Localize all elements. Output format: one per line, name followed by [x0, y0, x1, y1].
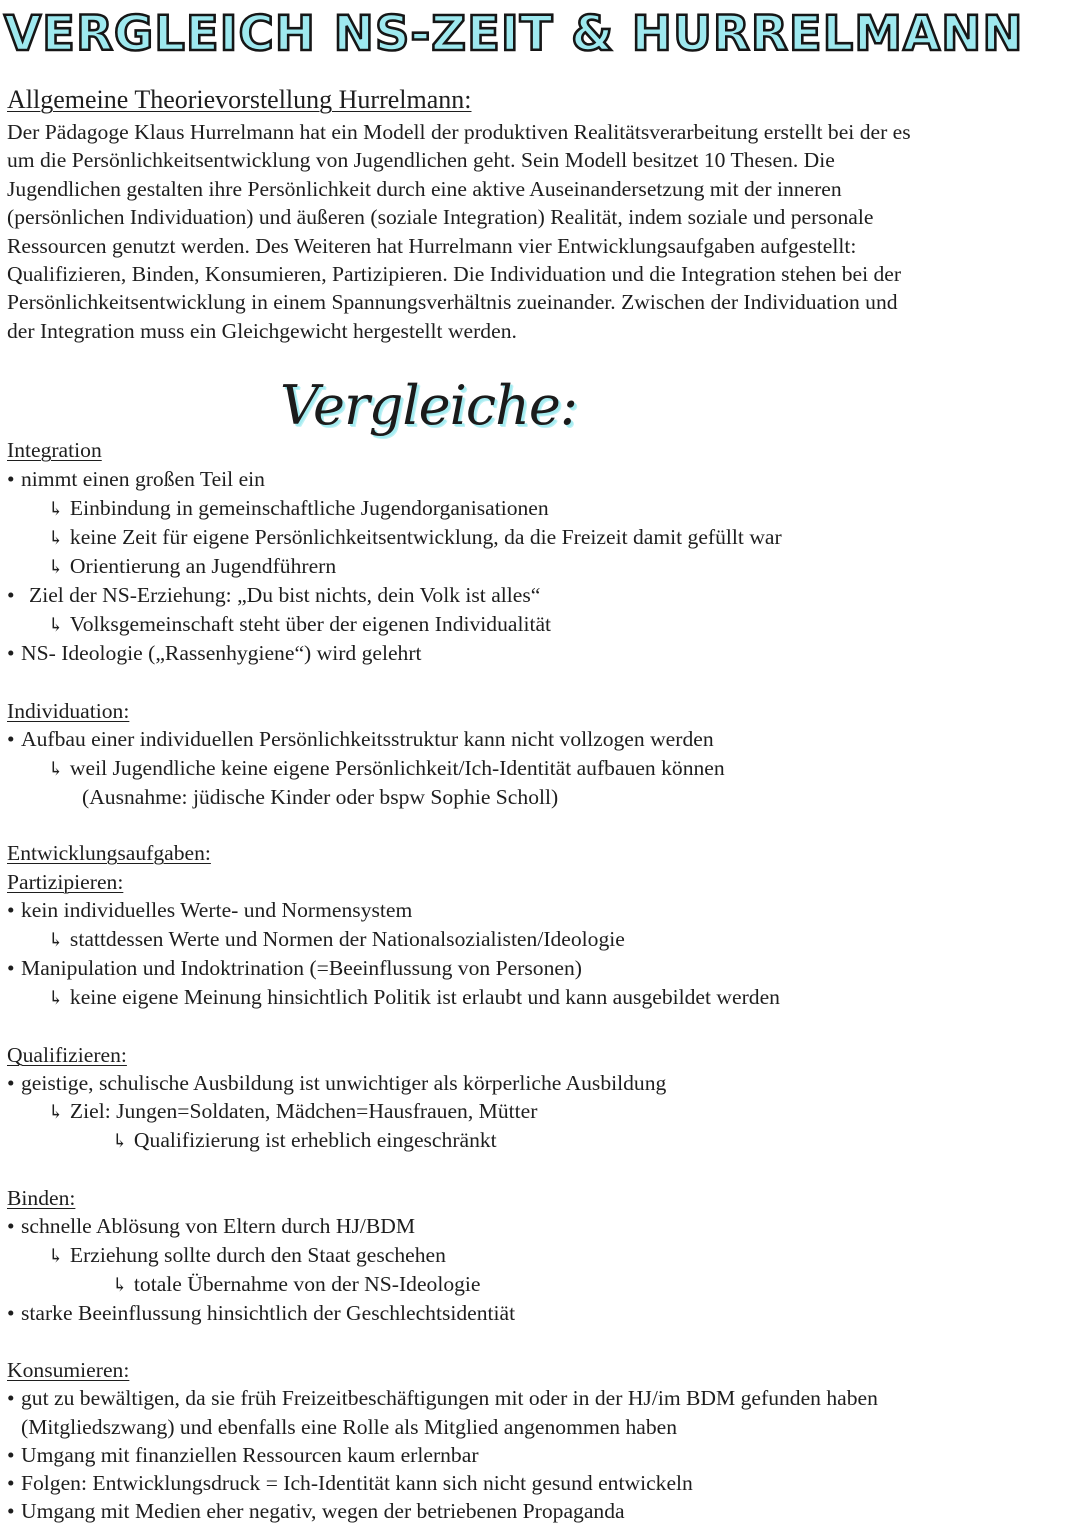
binden-heading: Binden:	[7, 1186, 76, 1210]
list-item: • nimmt einen großen Teil ein	[7, 465, 265, 494]
list-item: ↳ Ziel: Jungen=Soldaten, Mädchen=Hausfrauen, Mütter	[48, 1097, 537, 1128]
bullet: •	[7, 727, 15, 751]
bullet: •	[7, 1071, 15, 1095]
list-item: • geistige, schulische Ausbildung ist unwichtiger als körperliche Ausbildung	[7, 1069, 666, 1098]
bullet: •	[7, 1301, 15, 1325]
page-title: VERGLEICH NS-ZEIT & HURRELMANN	[4, 6, 1024, 62]
list-item: ↳ Orientierung an Jugendführern	[48, 552, 336, 583]
bullet: •	[7, 583, 15, 607]
list-item: • Aufbau einer individuellen Persönlichkeitsstruktur kann nicht vollzogen werden	[7, 725, 714, 754]
list-item: (Ausnahme: jüdische Kinder oder bspw Sophie Scholl)	[82, 785, 559, 809]
list-item: ↳ Erziehung sollte durch den Staat geschehen	[48, 1241, 446, 1272]
list-item: • Umgang mit Medien eher negativ, wegen der betriebenen Propaganda	[7, 1497, 625, 1526]
list-item: • gut zu bewältigen, da sie früh Freizeitbeschäftigungen mit oder in der HJ/im BDM gefunden haben	[7, 1384, 878, 1413]
list-item: ↳ Qualifizierung ist erheblich eingeschränkt	[112, 1126, 497, 1157]
bullet: •	[7, 1499, 15, 1523]
intro-line: Ressourcen genutzt werden. Des Weiteren hat Hurrelmann vier Entwicklungsaufgaben aufgestellt:	[7, 233, 857, 258]
arrow-icon: ↳	[48, 759, 64, 780]
qualifizieren-heading: Qualifizieren:	[7, 1043, 127, 1067]
intro-line: (persönlichen Individuation) und äußeren (soziale Integration) Realität, indem soziale und personale	[7, 205, 874, 230]
bullet: •	[7, 898, 15, 922]
arrow-icon: ↳	[48, 1246, 64, 1267]
partizipieren-heading: Partizipieren:	[7, 870, 124, 894]
list-item: (Mitgliedszwang) und ebenfalls eine Rolle als Mitglied angenommen haben	[21, 1415, 678, 1439]
list-item: • starke Beeinflussung hinsichtlich der Geschlechtsidentiät	[7, 1299, 515, 1328]
list-item: • Folgen: Entwicklungsdruck = Ich-Identität kann sich nicht gesund entwickeln	[7, 1469, 693, 1498]
tasks-heading-wrap	[7, 839, 211, 868]
intro-line: der Integration muss ein Gleichgewicht hergestellt werden.	[7, 318, 517, 343]
bullet: •	[7, 467, 15, 491]
list-item: ↳ weil Jugendliche keine eigene Persönlichkeit/Ich-Identität aufbauen können	[48, 754, 725, 785]
list-item: • Manipulation und Indoktrination (=Beeinflussung von Personen)	[7, 954, 582, 983]
konsumieren-heading: Konsumieren:	[7, 1358, 130, 1382]
list-item: ↳ Einbindung in gemeinschaftliche Jugendorganisationen	[48, 494, 549, 525]
intro-line: um die Persönlichkeitsentwicklung von Jugendlichen geht. Sein Modell besitzet 10 Thesen. Die	[7, 148, 835, 173]
arrow-icon: ↳	[112, 1131, 128, 1152]
arrow-icon: ↳	[112, 1275, 128, 1296]
list-item: ↳ totale Übernahme von der NS-Ideologie	[112, 1270, 481, 1301]
arrow-icon: ↳	[48, 930, 64, 951]
list-item: • schnelle Ablösung von Eltern durch HJ/BDM	[7, 1212, 415, 1241]
list-item: • NS- Ideologie („Rassenhygiene“) wird gelehrt	[7, 639, 422, 668]
intro-paragraph	[7, 118, 1069, 345]
bullet: •	[7, 641, 15, 665]
arrow-icon: ↳	[48, 528, 64, 549]
bullet: •	[7, 1471, 15, 1495]
intro-line: Der Pädagoge Klaus Hurrelmann hat ein Modell der produktiven Realitätsverarbeitung erstellt bei der es	[7, 120, 911, 144]
list-item: ↳ keine Zeit für eigene Persönlichkeitsentwicklung, da die Freizeit damit gefüllt war	[48, 523, 782, 554]
list-item: • kein individuelles Werte- und Normensystem	[7, 896, 412, 925]
bullet: •	[7, 1386, 15, 1410]
tasks-heading: Entwicklungsaufgaben:	[7, 839, 211, 868]
arrow-icon: ↳	[48, 499, 64, 520]
list-item: ↳ stattdessen Werte und Normen der Nationalsozialisten/Ideologie	[48, 925, 625, 956]
bullet: •	[7, 956, 15, 980]
arrow-icon: ↳	[48, 615, 64, 636]
list-item: ↳ Volksgemeinschaft steht über der eigenen Individualität	[48, 610, 551, 641]
individuation-heading: Individuation:	[7, 699, 130, 723]
arrow-icon: ↳	[48, 557, 64, 578]
intro-heading-wrap	[7, 84, 486, 116]
compare-heading: Vergleiche:	[280, 374, 578, 437]
intro-line: Persönlichkeitsentwicklung in einem Spannungsverhältnis zueinander. Zwischen der Individuation und	[7, 290, 898, 315]
arrow-icon: ↳	[48, 988, 64, 1009]
intro-line: Qualifizieren, Binden, Konsumieren, Partizipieren. Die Individuation und die Integration stehen bei der	[7, 262, 902, 287]
bullet: •	[7, 1214, 15, 1238]
bullet: •	[7, 1443, 15, 1467]
list-item: • Ziel der NS-Erziehung: „Du bist nichts, dein Volk ist alles“	[7, 581, 540, 610]
integration-heading: Integration	[7, 438, 102, 462]
intro-line: Jugendlichen gestalten ihre Persönlichkeit durch eine aktive Auseinandersetzung mit der inneren	[7, 176, 842, 201]
intro-heading: Allgemeine Theorievorstellung Hurrelmann:	[7, 84, 486, 116]
list-item: • Umgang mit finanziellen Ressourcen kaum erlernbar	[7, 1441, 479, 1470]
arrow-icon: ↳	[48, 1102, 64, 1123]
list-item: ↳ keine eigene Meinung hinsichtlich Politik ist erlaubt und kann ausgebildet werden	[48, 983, 780, 1014]
